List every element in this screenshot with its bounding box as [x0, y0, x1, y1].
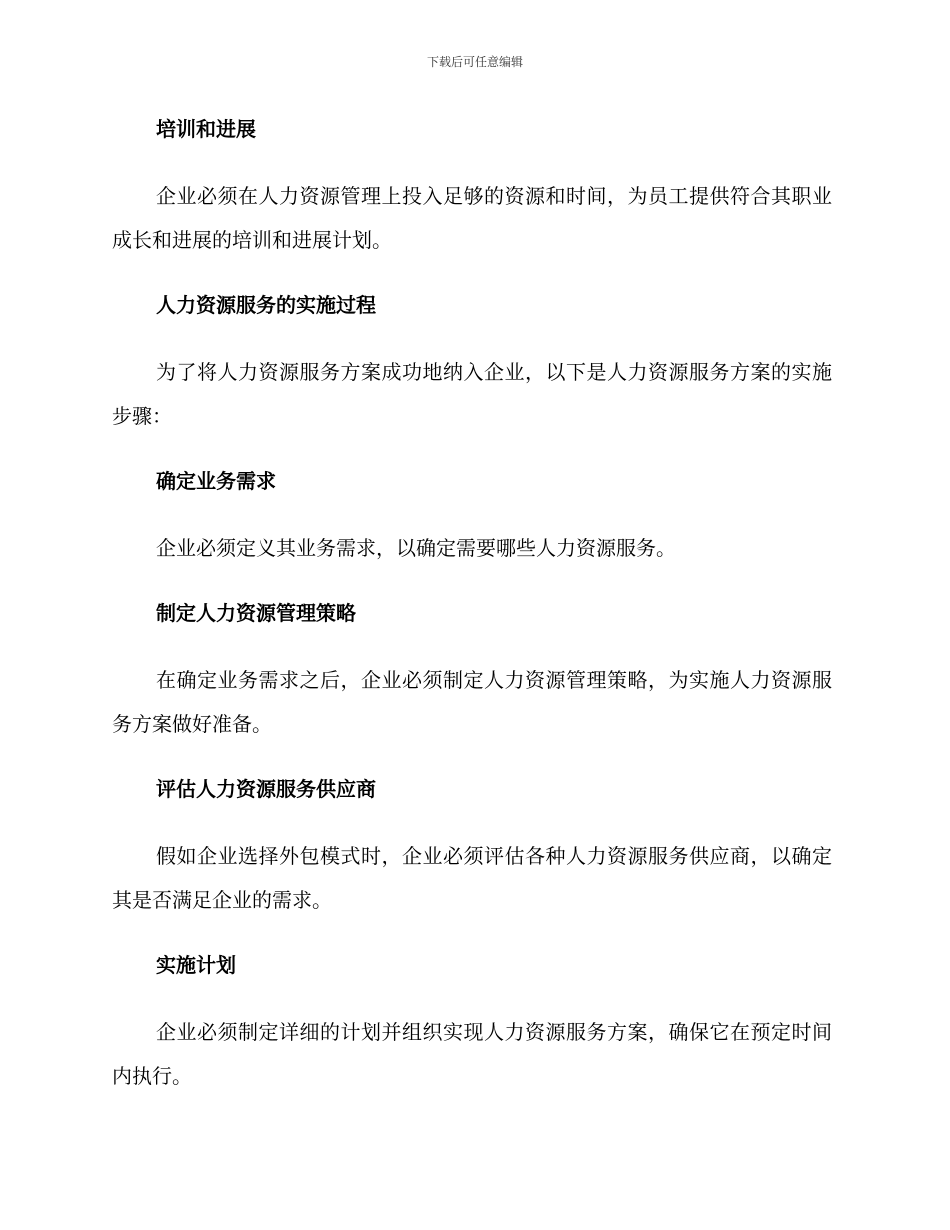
section-paragraph: 企业必须制定详细的计划并组织实现人力资源服务方案，确保它在预定时间内执行。 [112, 1020, 832, 1088]
section-vendor-evaluation [112, 772, 832, 922]
section-heading: 确定业务需求 [156, 469, 276, 493]
section-paragraph: 假如企业选择外包模式时，企业必须评估各种人力资源服务供应商，以确定其是否满足企业的需求。 [112, 844, 832, 912]
section-paragraph: 企业必须定义其业务需求，以确定需要哪些人力资源服务。 [156, 536, 676, 560]
section-implementation-plan [112, 948, 832, 1098]
section-paragraph: 企业必须在人力资源管理上投入足够的资源和时间，为员工提供符合其职业成长和进展的培训和进展计划。 [112, 184, 832, 252]
document-body [112, 112, 832, 1124]
section-heading: 实施计划 [156, 953, 236, 977]
section-heading: 人力资源服务的实施过程 [156, 293, 376, 317]
section-business-needs [112, 464, 832, 570]
section-hr-strategy [112, 596, 832, 746]
section-paragraph: 在确定业务需求之后，企业必须制定人力资源管理策略，为实施人力资源服务方案做好准备。 [112, 668, 832, 736]
page-header: 下载后可任意编辑 [426, 55, 523, 69]
section-heading: 制定人力资源管理策略 [156, 601, 356, 625]
section-training [112, 112, 832, 262]
section-heading: 评估人力资源服务供应商 [156, 777, 376, 801]
section-heading: 培训和进展 [156, 117, 256, 141]
section-paragraph: 为了将人力资源服务方案成功地纳入企业，以下是人力资源服务方案的实施步骤： [112, 360, 832, 428]
section-implementation-process [112, 288, 832, 438]
